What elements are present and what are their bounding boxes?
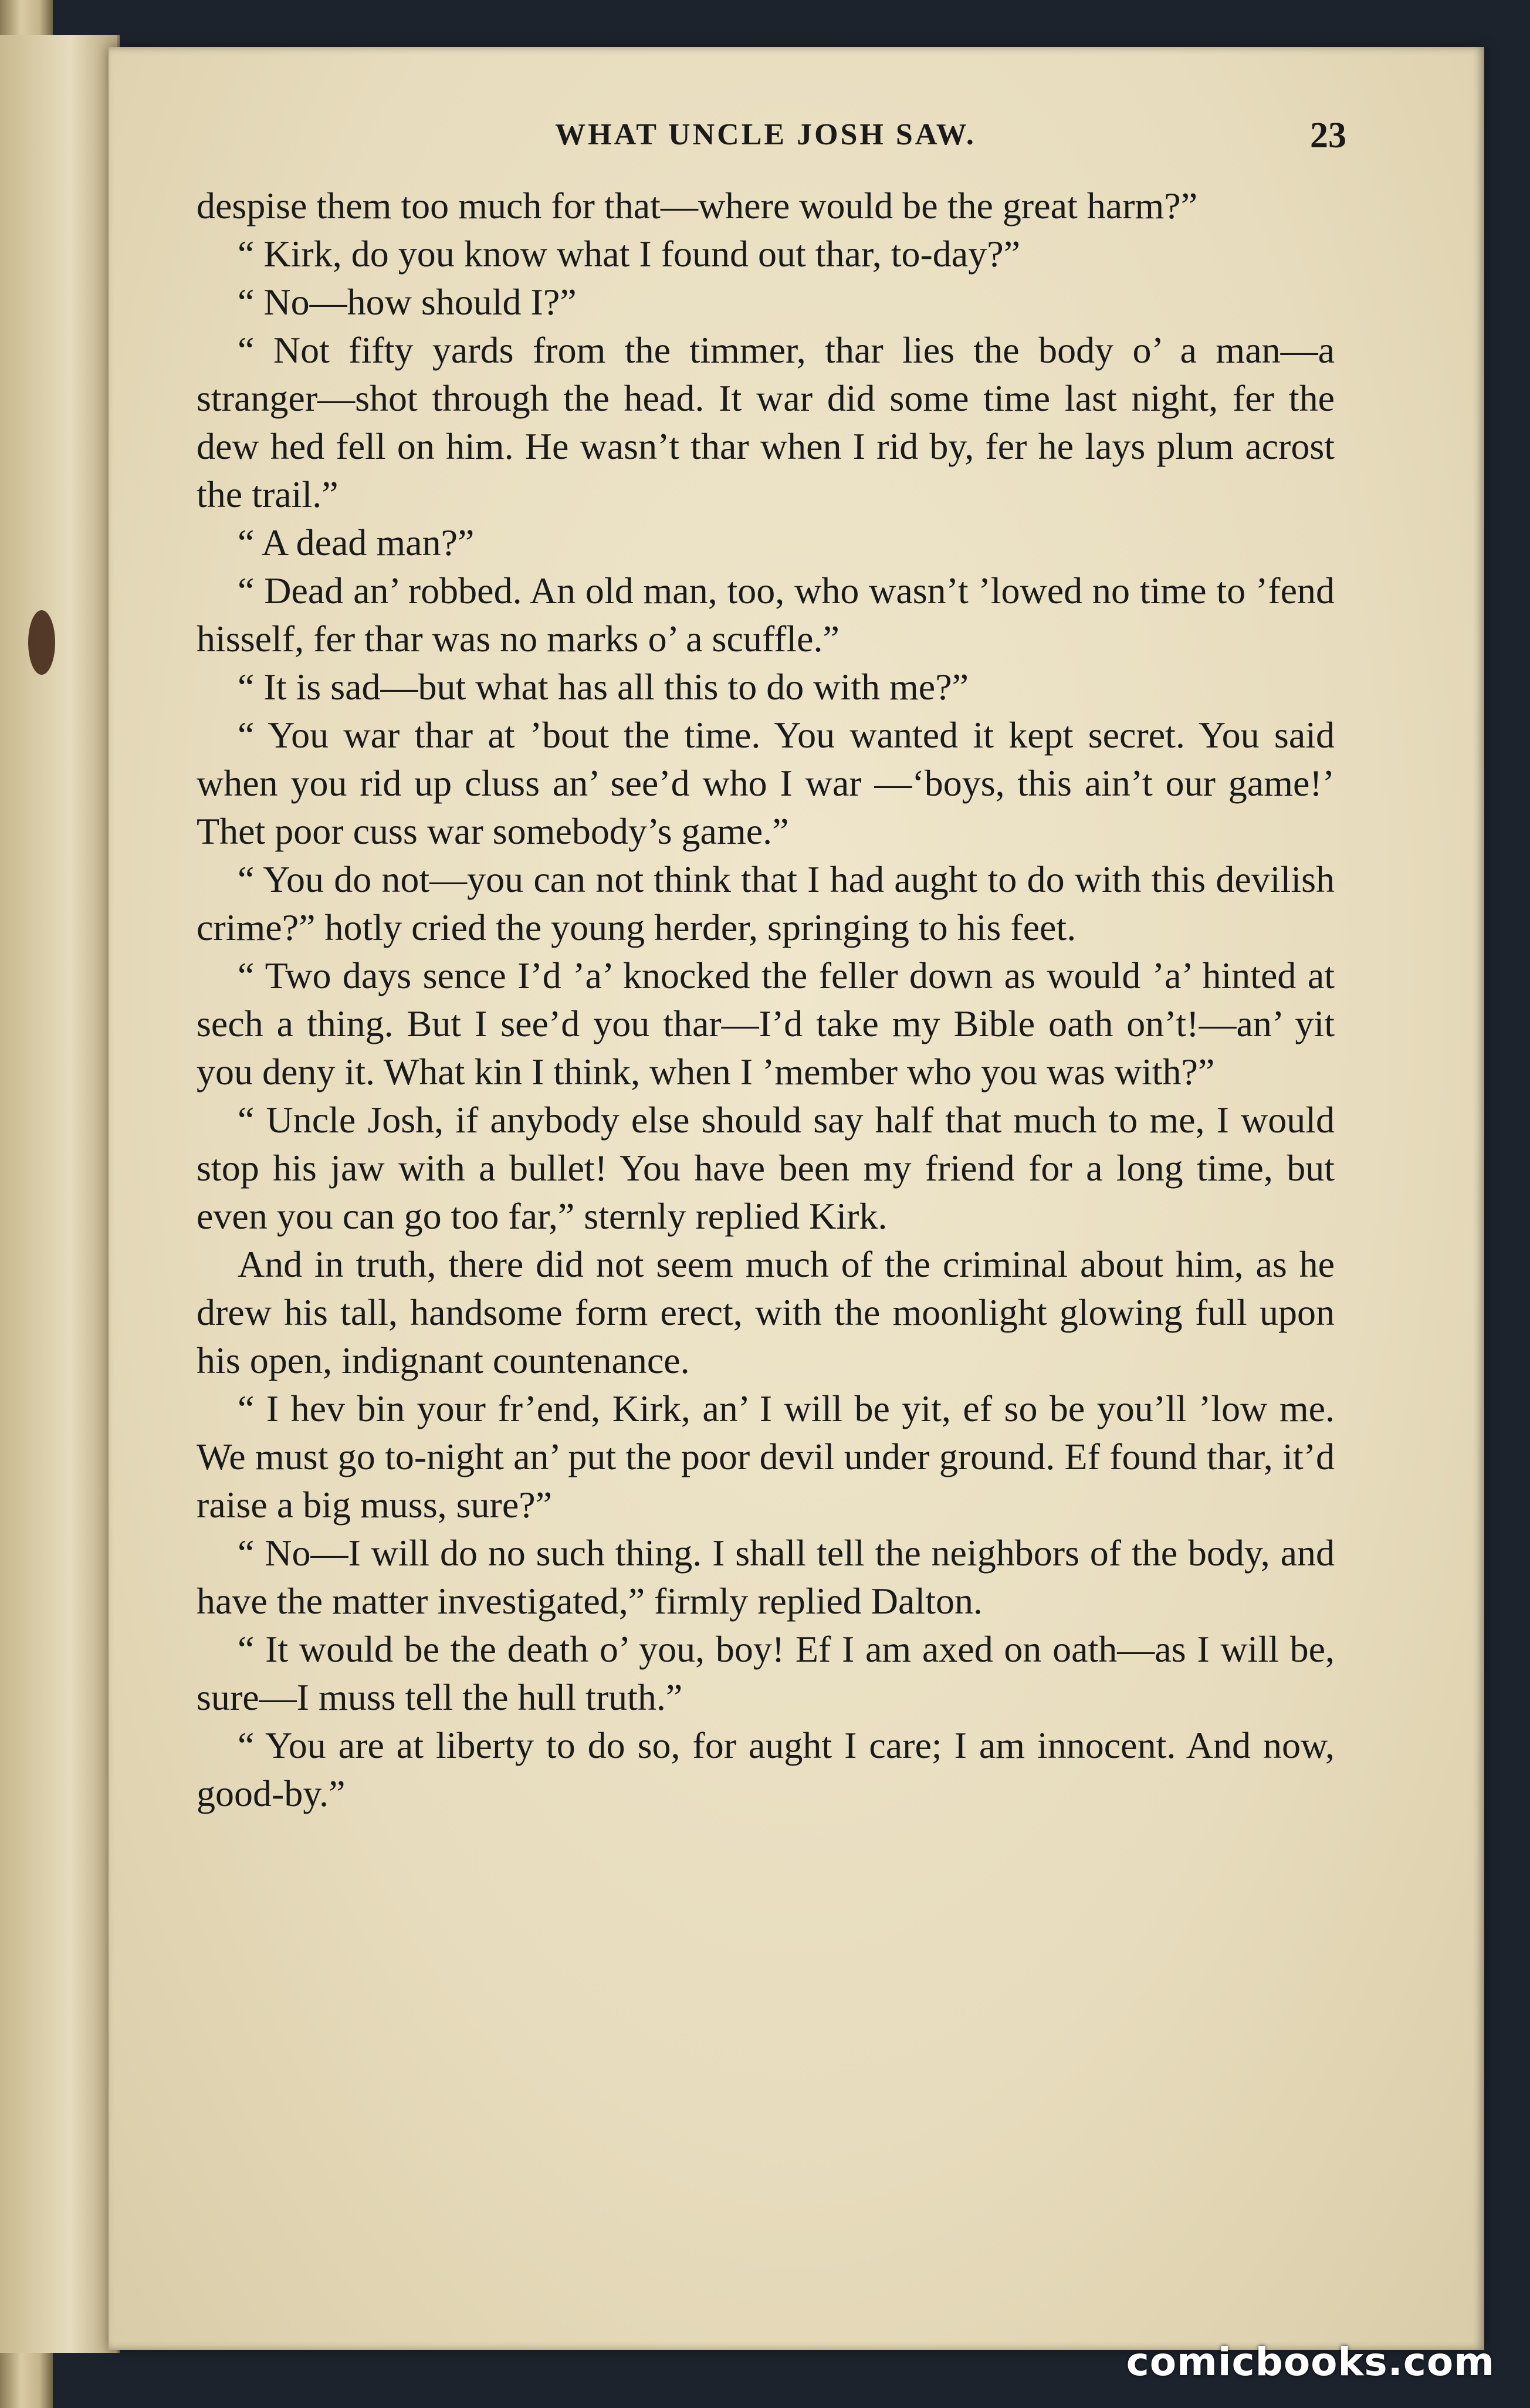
ink-blot	[28, 610, 55, 675]
book-page	[109, 47, 1484, 2350]
running-head: WHAT UNCLE JOSH SAW.	[555, 118, 976, 151]
paragraph: “ You war thar at ’bout the time. You wanted it kept secret. You said when you rid up cluss an’ see’d who I war —‘boys, this ain’t our game!’ Thet poor cuss war somebody’s game.”	[197, 714, 1335, 852]
paragraph: “ Not fifty yards from the timmer, thar lies the body o’ a man—a stranger—shot through the head. It war did some time last night, fer the dew hed fell on him. He wasn’t thar when I rid by, fer he lays plum acrost the trail.”	[197, 329, 1335, 515]
paragraph: despise them too much for that—where would be the great harm?”	[197, 185, 1198, 226]
page-number: 23	[1310, 116, 1346, 155]
paragraph: “ You are at liberty to do so, for aught I care; I am innocent. And now, good-by.”	[197, 1724, 1335, 1814]
page-content	[197, 116, 1346, 1818]
watermark: comicbooks.com	[1126, 2339, 1495, 2385]
paragraph: “ No—I will do no such thing. I shall tell the neighbors of the body, and have the matter investigated,” firmly replied Dalton.	[197, 1532, 1335, 1622]
page-header	[197, 116, 1346, 182]
paragraph: “ It is sad—but what has all this to do with me?”	[238, 666, 969, 708]
paragraph: “ No—how should I?”	[238, 281, 577, 323]
paragraph: “ Uncle Josh, if anybody else should say half that much to me, I would stop his jaw with a bullet! You have been my friend for a long time, but even you can go too far,” sternly replied Kirk.	[197, 1099, 1335, 1237]
paragraph: “ It would be the death o’ you, boy! Ef I am axed on oath—as I will be, sure—I muss tell the hull truth.”	[197, 1628, 1335, 1718]
paragraph: “ Kirk, do you know what I found out thar, to-day?”	[238, 233, 1020, 275]
body-text	[197, 182, 1335, 1818]
paragraph: “ Two days sence I’d ’a’ knocked the feller down as would ’a’ hinted at sech a thing. But I see’d you thar—I’d take my Bible oath on’t!—an’ yit you deny it. What kin I think, when I ’member who you was with?”	[197, 955, 1335, 1093]
paragraph: “ I hev bin your fr’end, Kirk, an’ I will be yit, ef so be you’ll ’low me. We must go to-night an’ put the poor devil under ground. Ef found thar, it’d raise a big muss, sure?”	[197, 1388, 1335, 1526]
paragraph: “ Dead an’ robbed. An old man, too, who wasn’t ’lowed no time to ’fend hisself, fer thar was no marks o’ a scuffle.”	[197, 570, 1335, 660]
paragraph: “ You do not—you can not think that I had aught to do with this devilish crime?” hotly cried the young herder, springing to his feet.	[197, 858, 1335, 948]
previous-page-edge	[0, 35, 120, 2353]
paragraph: And in truth, there did not seem much of the criminal about him, as he drew his tall, handsome form erect, with the moonlight glowing full upon his open, indignant countenance.	[197, 1243, 1335, 1381]
paragraph: “ A dead man?”	[238, 522, 475, 563]
